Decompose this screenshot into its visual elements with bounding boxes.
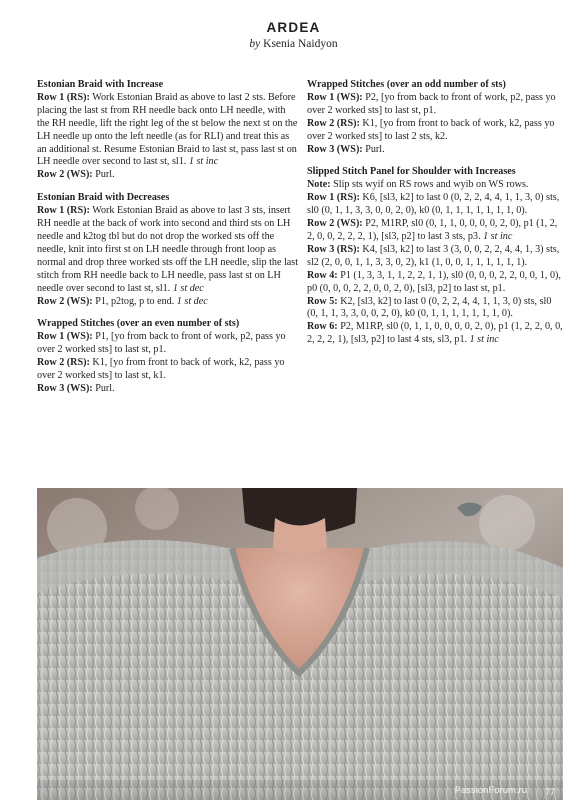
row-label: Row 2 (WS):	[37, 169, 93, 181]
row-label: Row 1 (RS):	[37, 205, 90, 217]
row-note: 1 st dec	[172, 282, 204, 294]
note-text: Slip sts wyif on RS rows and wyib on WS rows.	[330, 179, 529, 191]
page-header	[0, 20, 587, 52]
row-label: Row 1 (RS):	[307, 192, 360, 204]
row-label: Row 2 (RS):	[37, 357, 90, 369]
section-slipped-stitch-panel	[307, 166, 563, 347]
instruction-row	[37, 383, 299, 396]
row-note: 1 st dec	[176, 295, 208, 307]
sweater-back-photo	[37, 488, 563, 800]
row-text: Work Estonian Braid as above to last 3 sts, insert RH needle at the back of work into second and third sts on LH needle and k2tog tbl but do not drop the worked sts off the needle, knit into first st on LH needle through front loop as normal and drop three worked sts off the LH needle, slip the last stitch from RH needle back to LH needle, pass last st on LH needle over second to last st, sl1.	[37, 205, 299, 294]
row-label: Row 3 (RS):	[307, 243, 360, 255]
row-text: P1, [yo from back to front of work, p2, pass yo over 2 worked sts] to last st, p1.	[37, 331, 286, 356]
row-label: Row 1 (WS):	[37, 331, 93, 343]
row-text: P2, M1RP, sl0 (0, 1, 1, 0, 0, 0, 0, 2, 0), p1 (1, 2, 2, 0, 0, 2, 2, 2, 1), [sl3, p2] to last 4 sts, sl3, p1.	[307, 321, 563, 346]
instruction-row	[37, 357, 299, 383]
row-text: P1 (1, 3, 3, 1, 1, 2, 2, 1, 1), sl0 (0, 0, 0, 2, 2, 0, 0, 1, 0), p0 (0, 0, 0, 2, 2, 0, 0, 2, 0), [sl3, p2] to last st, p1.	[307, 269, 561, 294]
row-note: 1 st inc	[469, 334, 499, 346]
section-estonian-braid-decreases	[37, 192, 299, 308]
instruction-row	[37, 205, 299, 295]
instruction-row	[307, 218, 563, 244]
instruction-row	[37, 296, 299, 309]
row-label: Row 2 (WS):	[37, 295, 93, 307]
byline	[0, 37, 587, 52]
instruction-row	[307, 244, 563, 270]
left-column	[37, 79, 299, 406]
instruction-row	[307, 92, 563, 118]
row-label: Row 1 (WS):	[307, 91, 363, 103]
instruction-row	[307, 192, 563, 218]
row-text: K1, [yo from front to back of work, k2, pass yo over 2 worked sts] to last st, k1.	[37, 357, 285, 382]
instruction-row	[307, 321, 563, 347]
section-wrapped-odd	[307, 79, 563, 156]
row-text: Purl.	[92, 382, 115, 394]
row-label: Row 2 (WS):	[307, 218, 363, 230]
instruction-row	[37, 331, 299, 357]
row-label: Row 1 (RS):	[37, 91, 90, 103]
section-wrapped-even	[37, 318, 299, 395]
row-text: P2, M1RP, sl0 (0, 1, 1, 0, 0, 0, 0, 2, 0), p1 (1, 2, 2, 0, 0, 2, 2, 2, 1), [sl3, p2] to last 3 sts, p3.	[307, 218, 558, 242]
instruction-row	[307, 270, 563, 296]
row-label: Row 6:	[307, 321, 338, 333]
row-text: P2, [yo from back to front of work, p2, pass yo over 2 worked sts] to last st, p1.	[307, 91, 556, 116]
instruction-row	[37, 169, 299, 182]
row-note: 1 st inc	[188, 156, 219, 168]
page-number: 77	[544, 787, 555, 797]
instruction-row	[37, 92, 299, 169]
author-name: Ksenia Naidyon	[263, 38, 338, 50]
section-estonian-braid-increase	[37, 79, 299, 182]
section-heading: Wrapped Stitches (over an odd number of sts)	[307, 79, 506, 90]
section-heading: Wrapped Stitches (over an even number of sts)	[37, 318, 240, 330]
row-label: Row 3 (WS):	[37, 382, 93, 394]
row-label: Row 2 (RS):	[307, 117, 360, 129]
byline-prefix: by	[249, 38, 261, 50]
row-text: Work Estonian Braid as above to last 2 sts. Before placing the last st from RH needle back onto LH needle, with the RH needle, lift the right leg of the st below the next st on the LH needle up onto the left needle (as for RLI) and treat this as an additional st. Resume Estonian Braid to last st, pass last st on LH needle over second to last st, sl1.	[37, 91, 298, 168]
photo-illustration	[37, 488, 563, 800]
instruction-row	[307, 296, 563, 322]
section-heading: Estonian Braid with Decreases	[37, 192, 170, 204]
row-text: K1, [yo from front to back of work, k2, pass yo over 2 worked sts] to last 2 sts, k2.	[307, 117, 555, 142]
row-label: Row 3 (WS):	[307, 143, 363, 155]
watermark: PassionForum.ru	[454, 785, 527, 796]
row-text: Purl.	[362, 143, 385, 155]
row-note: 1 st inc	[483, 230, 513, 242]
instruction-row	[307, 144, 563, 157]
section-heading: Estonian Braid with Increase	[37, 79, 164, 90]
pattern-title: ARDEA	[266, 20, 321, 35]
row-label: Row 4:	[307, 269, 338, 281]
row-text: K4, [sl3, k2] to last 3 (3, 0, 0, 2, 2, 4, 4, 1, 3) sts, sl2 (2, 0, 0, 1, 1, 3, 3, 0, 2), k1 (1, 0, 0, 1, 1, 1, 1, 1, 1).	[307, 243, 560, 268]
row-text: K6, [sl3, k2] to last 0 (0, 2, 2, 4, 4, 1, 1, 3, 0) sts, sl0 (0, 1, 1, 3, 3, 0, 0, 2, 0), k0 (0, 1, 1, 1, 1, 1, 1, 1, 0).	[307, 192, 560, 217]
section-heading: Slipped Stitch Panel for Shoulder with Increases	[307, 166, 516, 178]
row-text: K2, [sl3, k2] to last 0 (0, 2, 2, 4, 4, 1, 1, 3, 0) sts, sl0 (0, 1, 1, 3, 3, 0, 0, 2, 0), k0 (0, 1, 1, 1, 1, 1, 1, 1, 0).	[307, 295, 552, 320]
note-label: Note:	[307, 179, 331, 191]
row-label: Row 5:	[307, 295, 338, 307]
panel-note	[307, 179, 563, 192]
row-text: P1, p2tog, p to end.	[92, 295, 177, 307]
right-column	[307, 79, 563, 357]
instruction-row	[307, 118, 563, 144]
row-text: Purl.	[92, 169, 115, 181]
